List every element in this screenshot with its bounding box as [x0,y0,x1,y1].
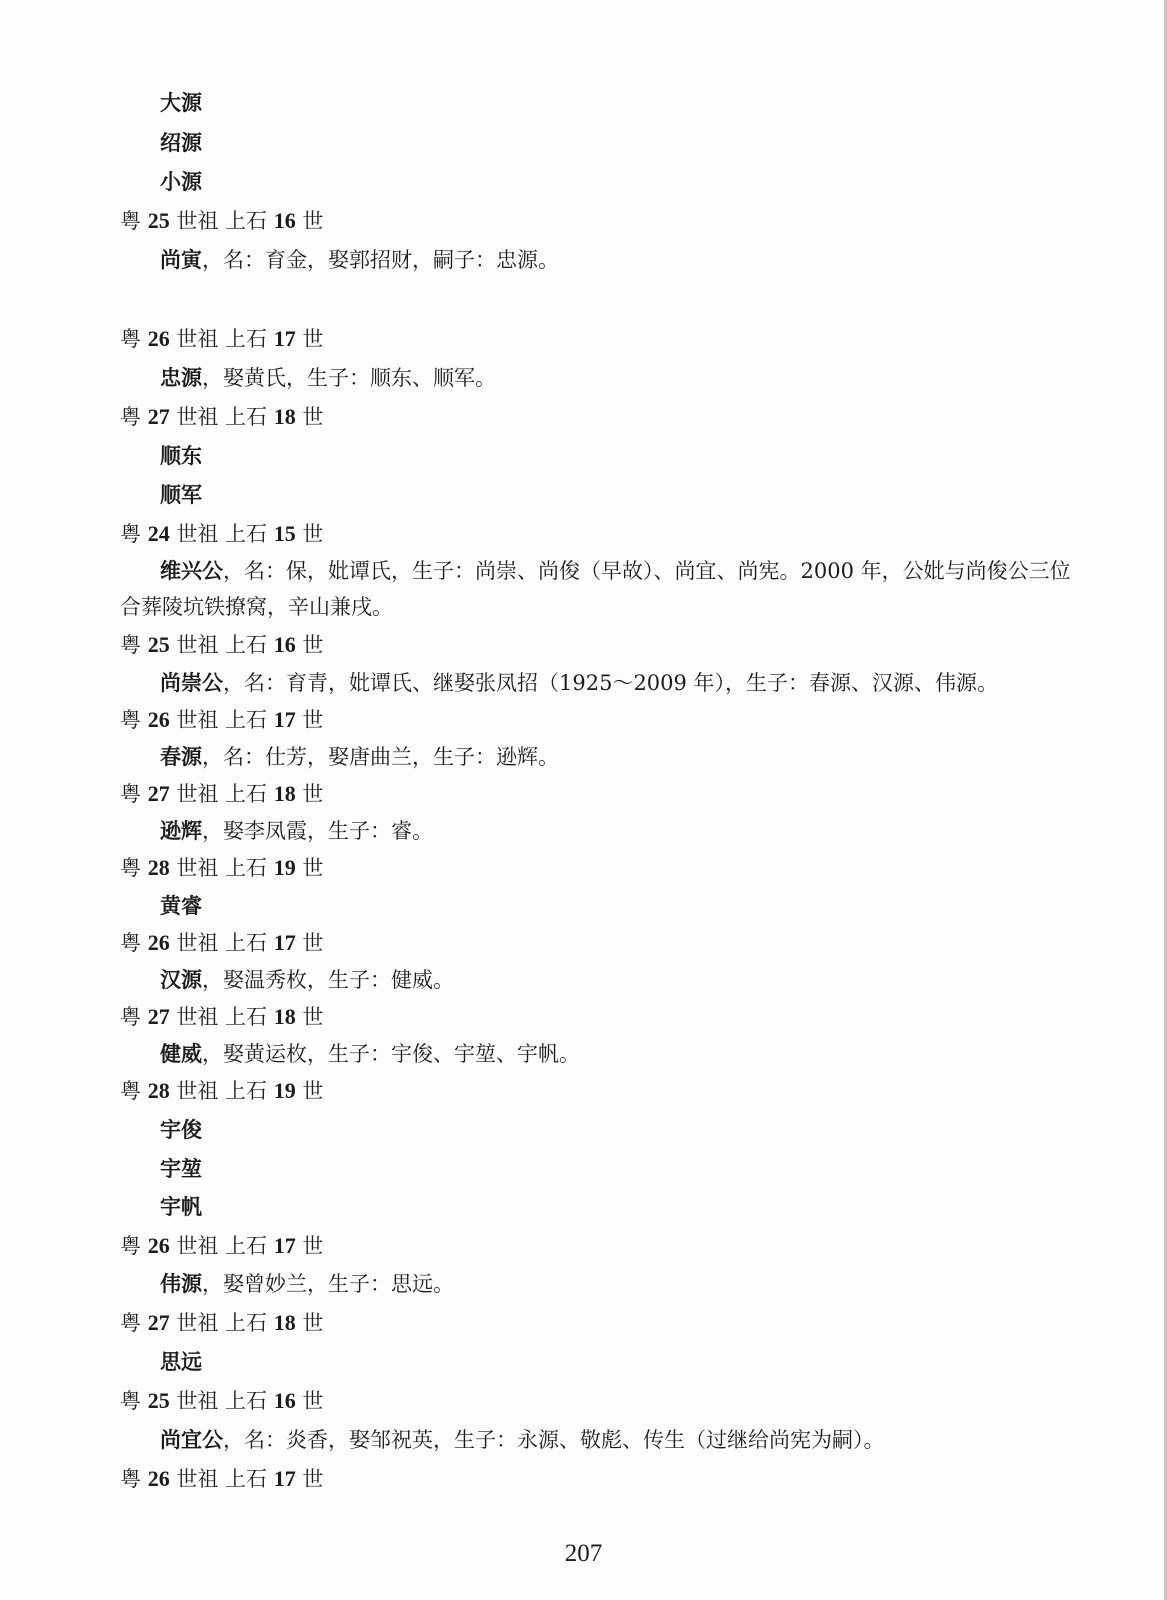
yue-generation-number: 26 [147,707,170,732]
heading-literal: 世 [295,405,324,429]
yue-generation-number: 26 [147,1466,170,1491]
heading-literal: 世祖 上石 [169,327,274,351]
person-name: 思远 [160,1349,202,1374]
person-name: 尚崇公 [160,670,223,695]
person-name: 健威 [160,1041,202,1066]
person-name: 忠源 [160,365,202,390]
person-name: 尚寅 [160,247,202,272]
person-name: 维兴公 [160,558,223,583]
person-entry [160,558,1071,584]
heading-literal: 粤 [120,522,148,546]
heading-literal: 世祖 上石 [169,708,274,732]
generation-heading [120,781,323,807]
generation-heading [120,1078,323,1104]
person-entry [160,482,202,508]
heading-literal: 世 [295,1079,324,1103]
heading-literal: 粤 [120,327,148,351]
entry-continuation: 合葬陵坑铁撩窝，辛山兼戌。 [120,595,393,619]
person-entry [160,169,202,195]
person-entry [160,744,559,770]
yue-generation-number: 26 [147,930,170,955]
person-entry [160,893,202,919]
heading-literal: 粤 [120,856,148,880]
person-entry [160,247,559,273]
person-details: ，名：保，妣谭氏，生子：尚崇、尚俊（早故）、尚宜、尚宪。2000 年，公妣与尚俊公三位 [223,559,1071,583]
person-entry [160,1271,454,1297]
generation-heading [120,1233,323,1259]
person-name: 尚宜公 [160,1427,223,1452]
heading-literal: 粤 [120,931,148,955]
heading-literal: 世 [295,1311,324,1335]
person-details: ，娶黄运枚，生子：宇俊、宇堃、宇帆。 [202,1042,580,1066]
yue-generation-number: 24 [147,521,170,546]
shangshi-generation-number: 19 [273,855,296,880]
shangshi-generation-number: 17 [273,1233,296,1258]
yue-generation-number: 25 [147,1388,170,1413]
shangshi-generation-number: 16 [273,1388,296,1413]
person-details: ，娶李凤霞，生子：睿。 [202,819,433,843]
heading-literal: 粤 [120,1467,148,1491]
heading-literal: 世 [295,327,324,351]
person-details: ，名：育青，妣谭氏、继娶张凤招（1925～2009 年），生子：春源、汉源、伟源。 [223,671,999,695]
person-entry [160,130,202,156]
shangshi-generation-number: 15 [273,521,296,546]
person-details: ，名：仕芳，娶唐曲兰，生子：逊辉。 [202,745,559,769]
heading-literal: 世祖 上石 [169,1389,274,1413]
yue-generation-number: 28 [147,855,170,880]
yue-generation-number: 26 [147,326,170,351]
heading-literal: 世 [295,1234,324,1258]
heading-literal: 世 [295,931,324,955]
page-number: 207 [564,1540,603,1567]
shangshi-generation-number: 17 [273,930,296,955]
generation-heading [120,632,323,658]
shangshi-generation-number: 18 [273,781,296,806]
person-name: 绍源 [160,130,202,155]
heading-literal: 世祖 上石 [169,405,274,429]
yue-generation-number: 25 [147,208,170,233]
generation-heading [120,521,323,547]
generation-heading [120,208,323,234]
heading-literal: 世 [295,1389,324,1413]
yue-generation-number: 27 [147,1004,170,1029]
person-details: ，名：炎香，娶邹祝英，生子：永源、敬彪、传生（过继给尚宪为嗣）。 [223,1428,885,1452]
person-entry [160,365,496,391]
heading-literal: 粤 [120,1079,148,1103]
person-name: 宇俊 [160,1117,202,1142]
generation-heading [120,326,323,352]
generation-heading [120,1388,323,1414]
shangshi-generation-number: 18 [273,404,296,429]
yue-generation-number: 27 [147,404,170,429]
generation-heading [120,855,323,881]
yue-generation-number: 26 [147,1233,170,1258]
heading-literal: 世 [295,633,324,657]
person-name: 黄睿 [160,893,202,918]
heading-literal: 世 [295,856,324,880]
yue-generation-number: 25 [147,632,170,657]
heading-literal: 粤 [120,633,148,657]
yue-generation-number: 27 [147,1310,170,1335]
heading-literal: 世 [295,209,324,233]
heading-literal: 世祖 上石 [169,1311,274,1335]
person-entry [160,1156,202,1182]
person-name: 宇堃 [160,1156,202,1181]
person-entry [160,90,202,116]
heading-literal: 世祖 上石 [169,856,274,880]
yue-generation-number: 27 [147,781,170,806]
heading-literal: 世祖 上石 [169,209,274,233]
person-name: 宇帆 [160,1194,202,1219]
person-entry [160,818,433,844]
heading-literal: 世祖 上石 [169,1079,274,1103]
heading-literal: 粤 [120,405,148,429]
person-name: 春源 [160,744,202,769]
heading-literal: 世祖 上石 [169,782,274,806]
heading-literal: 粤 [120,1389,148,1413]
yue-generation-number: 28 [147,1078,170,1103]
generation-heading [120,930,323,956]
person-name: 伟源 [160,1271,202,1296]
heading-literal: 世 [295,1467,324,1491]
person-entry [160,1427,885,1453]
shangshi-generation-number: 17 [273,707,296,732]
heading-literal: 粤 [120,1234,148,1258]
person-details: ，娶曾妙兰，生子：思远。 [202,1272,454,1296]
shangshi-generation-number: 18 [273,1004,296,1029]
person-entry [160,1194,202,1220]
person-name: 小源 [160,169,202,194]
heading-literal: 世祖 上石 [169,931,274,955]
heading-literal: 世 [295,522,324,546]
person-details: ，名：育金，娶郭招财，嗣子：忠源。 [202,248,559,272]
person-entry [160,670,998,696]
generation-heading [120,1004,323,1030]
heading-literal: 世祖 上石 [169,1234,274,1258]
person-details: ，娶黄氏，生子：顺东、顺军。 [202,366,496,390]
person-entry [160,967,454,993]
generation-heading [120,1310,323,1336]
shangshi-generation-number: 16 [273,632,296,657]
generation-heading [120,404,323,430]
heading-literal: 粤 [120,1311,148,1335]
heading-literal: 世祖 上石 [169,1467,274,1491]
person-details: ，娶温秀枚，生子：健威。 [202,968,454,992]
heading-literal: 世祖 上石 [169,633,274,657]
generation-heading [120,707,323,733]
shangshi-generation-number: 16 [273,208,296,233]
heading-literal: 粤 [120,708,148,732]
generation-heading [120,1466,323,1492]
person-name: 顺军 [160,482,202,507]
heading-literal: 世祖 上石 [169,522,274,546]
person-name: 逊辉 [160,818,202,843]
shangshi-generation-number: 18 [273,1310,296,1335]
person-name: 顺东 [160,443,202,468]
person-entry [160,1041,580,1067]
shangshi-generation-number: 19 [273,1078,296,1103]
heading-literal: 粤 [120,782,148,806]
heading-literal: 世 [295,708,324,732]
heading-literal: 粤 [120,209,148,233]
shangshi-generation-number: 17 [273,1466,296,1491]
heading-literal: 世 [295,1005,324,1029]
person-entry [160,1349,202,1375]
heading-literal: 粤 [120,1005,148,1029]
person-entry [160,443,202,469]
heading-literal: 世祖 上石 [169,1005,274,1029]
person-name: 汉源 [160,967,202,992]
shangshi-generation-number: 17 [273,326,296,351]
person-entry [160,1117,202,1143]
heading-literal: 世 [295,782,324,806]
person-name: 大源 [160,90,202,115]
